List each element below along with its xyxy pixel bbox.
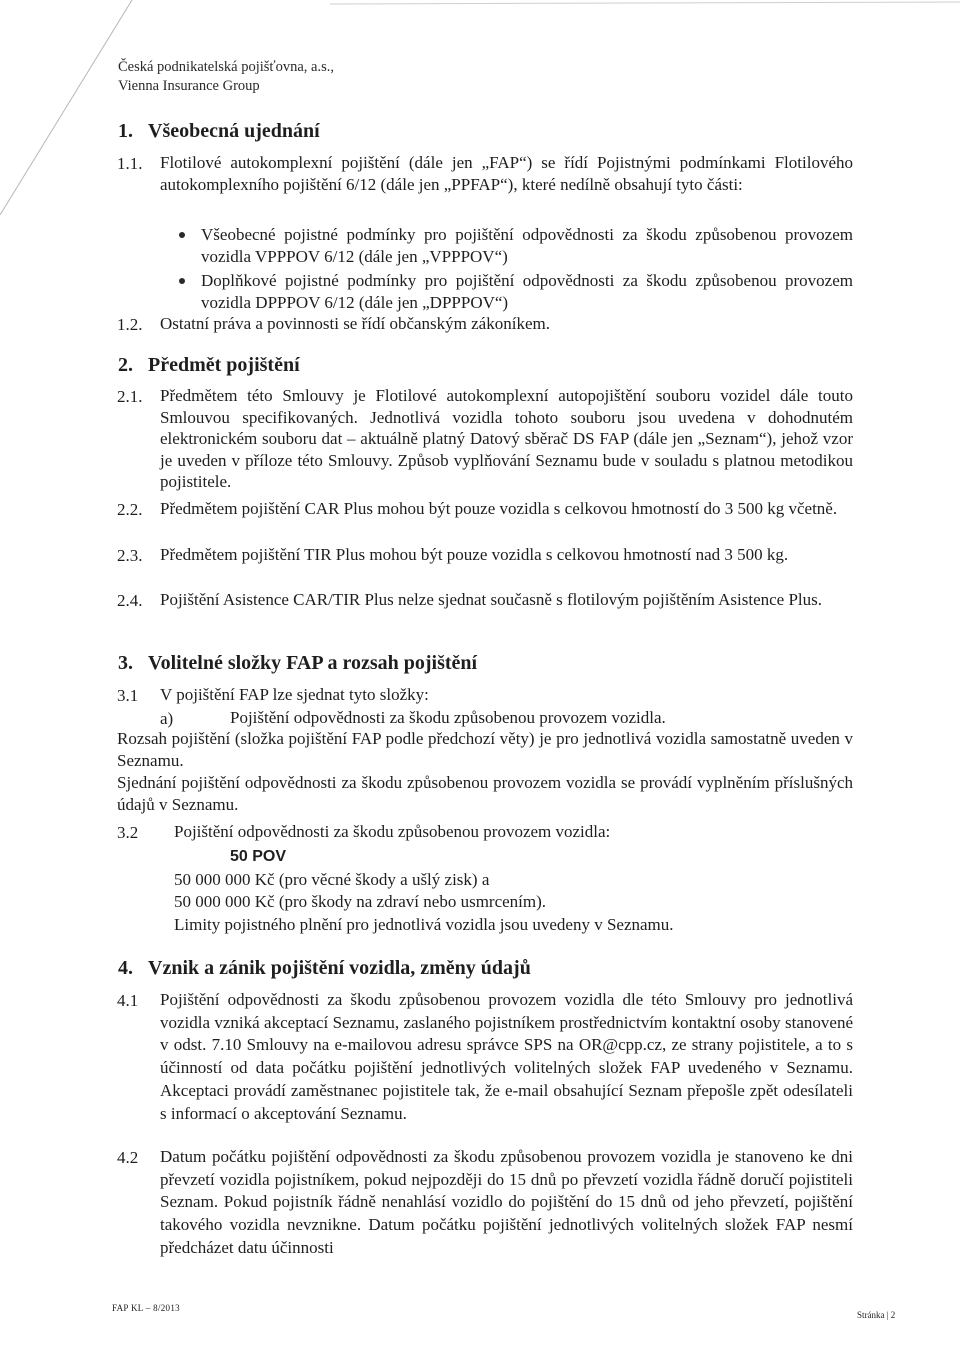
footer-doc-code: FAP KL – 8/2013 [112,1303,180,1313]
letterhead [118,58,334,96]
para-4-1: Pojištění odpovědnosti za škodu způsobenou provozem vozidla dle této Smlouvy pro jednotlivá vozidla vzniká akceptací Seznamu, zaslaného pojistníkem prostřednictvím kontaktní osoby stanovené v odst. 7.10 Smlouvy na e-mailovou adresu správce SPS na OR@cpp.cz, ze strany pojistitele, a to s účinností od data počátku pojištění jednotlivých volitelných složek FAP uvedeného v Seznamu. Akceptaci provádí zaměstnanec pojistitele tak, že e-mail obsahující Seznam přepošle zpět odesílateli s informací o akceptování Seznamu. [160,990,853,1123]
para-3-2: Pojištění odpovědnosti za škodu způsobenou provozem vozidla: [174,822,611,841]
para-1-1-number: 1.1. [117,154,143,173]
footer-page-number: Stránka | 2 [857,1310,896,1320]
limits-note: Limity pojistného plnění pro jednotlivá vozidla jsou uvedeny v Seznamu. [174,915,674,934]
para-4-1-number: 4.1 [117,991,139,1010]
bullet-icon [179,278,185,284]
para-1-2: Ostatní práva a povinnosti se řídí občanským zákoníkem. [160,314,550,333]
para-2-4-number: 2.4. [117,591,143,610]
limit-property: 50 000 000 Kč (pro věcné škody a ušlý zisk) a [174,870,490,889]
para-1-2-number: 1.2. [117,315,143,334]
para-2-1: Předmětem této Smlouvy je Flotilové autokomplexní autopojištění souboru vozidel dále touto Smlouvou specifikovaných. Jednotlivá vozidla tohoto souboru jsou uvedena v dohodnutém elektronickém souboru dat – aktuálně platný Datový sběrač DS FAP (dále jen „Seznam“), jehož vzor je uveden v příloze této Smlouvy. Způsob vyplňování Seznamu bude v souladu s platnou metodikou pojistitele. [160,386,853,491]
para-2-2: Předmětem pojištění CAR Plus mohou být pouze vozidla s celkovou hmotností do 3 500 kg včetně. [160,499,838,518]
para-4-2: Datum počátku pojištění odpovědnosti za škodu způsobenou provozem vozidla je stanoveno ke dni převzetí vozidla pojistníkem, pokud nejpozději do 15 dnů po převzetí vozidla řádně doručí pojistiteli Seznam. Pokud pojistník řádně nenahlásí vozidlo do pojištění do 15 dnů od jeho převzetí, pojištění takového vozidla nevznikne. Datum počátku pojištění jednotlivých volitelných složek FAP nesmí předcházet datu účinnosti [160,1147,853,1257]
bullet-vpppov: Všeobecné pojistné podmínky pro pojištění odpovědnosti za škodu způsobenou provozem vozidla VPPPOV 6/12 (dále jen „VPPPOV“) [201,225,853,266]
para-3-1: V pojištění FAP lze sjednat tyto složky: [160,685,429,704]
pov-code: 50 POV [230,848,287,865]
section-1-heading: 1. Všeobecná ujednání [118,120,320,142]
bullet-dpppov: Doplňkové pojistné podmínky pro pojištění odpovědnosti za škodu způsobenou provozem vozidla DPPPOV 6/12 (dále jen „DPPPOV“) [201,271,853,312]
section-3-heading: 3. Volitelné složky FAP a rozsah pojištění [118,652,478,674]
para-4-2-number: 4.2 [117,1148,139,1167]
para-sjednani: Sjednání pojištění odpovědnosti za škodu způsobenou provozem vozidla se provádí vyplněním příslušných údajů v Seznamu. [117,773,853,814]
para-3-1-number: 3.1 [117,686,139,705]
section-2-heading: 2. Předmět pojištění [118,354,300,376]
para-2-1-number: 2.1. [117,387,143,406]
section-4-heading: 4. Vznik a zánik pojištění vozidla, změny údajů [118,957,531,979]
para-2-2-number: 2.2. [117,500,143,519]
para-rozsah: Rozsah pojištění (složka pojištění FAP podle předchozí věty) je pro jednotlivá vozidla samostatně uveden v Seznamu. [117,729,853,770]
bullet-icon [179,232,185,238]
item-a-text: Pojištění odpovědnosti za škodu způsobenou provozem vozidla. [230,708,666,727]
limit-health: 50 000 000 Kč (pro škody na zdraví nebo usmrcením). [174,892,547,911]
para-3-2-number: 3.2 [117,823,139,842]
item-a-label: a) [160,709,174,728]
para-2-3: Předmětem pojištění TIR Plus mohou být pouze vozidla s celkovou hmotností nad 3 500 kg. [160,545,789,564]
para-2-3-number: 2.3. [117,546,143,565]
para-1-1: Flotilové autokomplexní pojištění (dále jen „FAP“) se řídí Pojistnými podmínkami Flotilového autokomplexního pojištění 6/12 (dále jen „PPFAP“), které nedílně obsahují tyto části: [160,153,853,194]
para-2-4: Pojištění Asistence CAR/TIR Plus nelze sjednat současně s flotilovým pojištěním Asistence Plus. [160,590,823,609]
company-name: Česká podnikatelská pojišťovna, a.s., [118,59,335,75]
group-name: Vienna Insurance Group [118,78,260,94]
